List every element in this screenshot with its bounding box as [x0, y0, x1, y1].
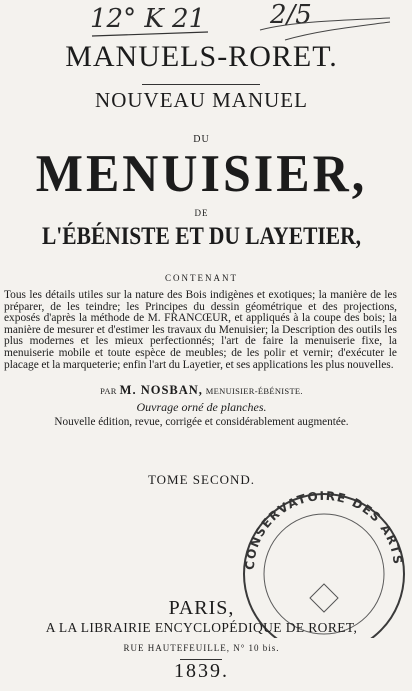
rule-top: [142, 84, 260, 85]
series-title: MANUELS-RORET.: [65, 40, 338, 73]
title-line-2: L'ÉBÉNISTE ET DU LAYETIER,: [41, 223, 362, 250]
stamp-text: CONSERVATOIRE DES ARTS: [242, 488, 405, 571]
author-line: [0, 383, 403, 398]
main-title: MENUISIER,: [35, 143, 368, 203]
ouvrage-note: Ouvrage orné de planches.: [136, 400, 267, 414]
author-name: M. NOSBAN,: [119, 383, 203, 397]
year: 1839.: [174, 660, 229, 682]
title-line-1: NOUVEAU MANUEL: [95, 88, 308, 112]
shelfmark: 12° K 21: [90, 4, 206, 34]
author-role: MENUISIER-ÉBÉNISTE.: [205, 386, 303, 396]
du: DU: [193, 134, 210, 145]
svg-text:CONSERVATOIRE DES ARTS: [243, 489, 405, 570]
de: DE: [194, 208, 209, 218]
publisher: A LA LIBRAIRIE ENCYCLOPÉDIQUE DE RORET,: [45, 620, 358, 635]
author-prefix: PAR: [100, 386, 117, 396]
contenant: CONTENANT: [165, 273, 238, 283]
volume-number: 2/5: [270, 0, 312, 30]
description: Tous les détails utiles sur la nature des Bois indigènes et exotiques; la manière de les préparer, de les teindre; les Principes du dessin géométrique et des projections, exposés d'après la méthode de M. FRANCŒUR, et appliqués à la coupe des bois; la manière de mesurer et d'estimer les travaux du Menuisier; la Description des outils les plus modernes et les mieux perfectionnés; l'art de faire la menuiserie fixe, la menuiserie mobile et toute espèce de meubles; de les polir et vernir; d'exécuter le placage et la marqueterie; enfin l'art du Layetier, et ses applications les plus nouvelles.: [4, 289, 397, 371]
address: RUE HAUTEFEUILLE, N° 10 bis.: [123, 643, 280, 653]
tome: TOME SECOND.: [147, 472, 256, 487]
edition-note: Nouvelle édition, revue, corrigée et considérablement augmentée.: [54, 416, 349, 428]
city: PARIS,: [168, 597, 235, 619]
